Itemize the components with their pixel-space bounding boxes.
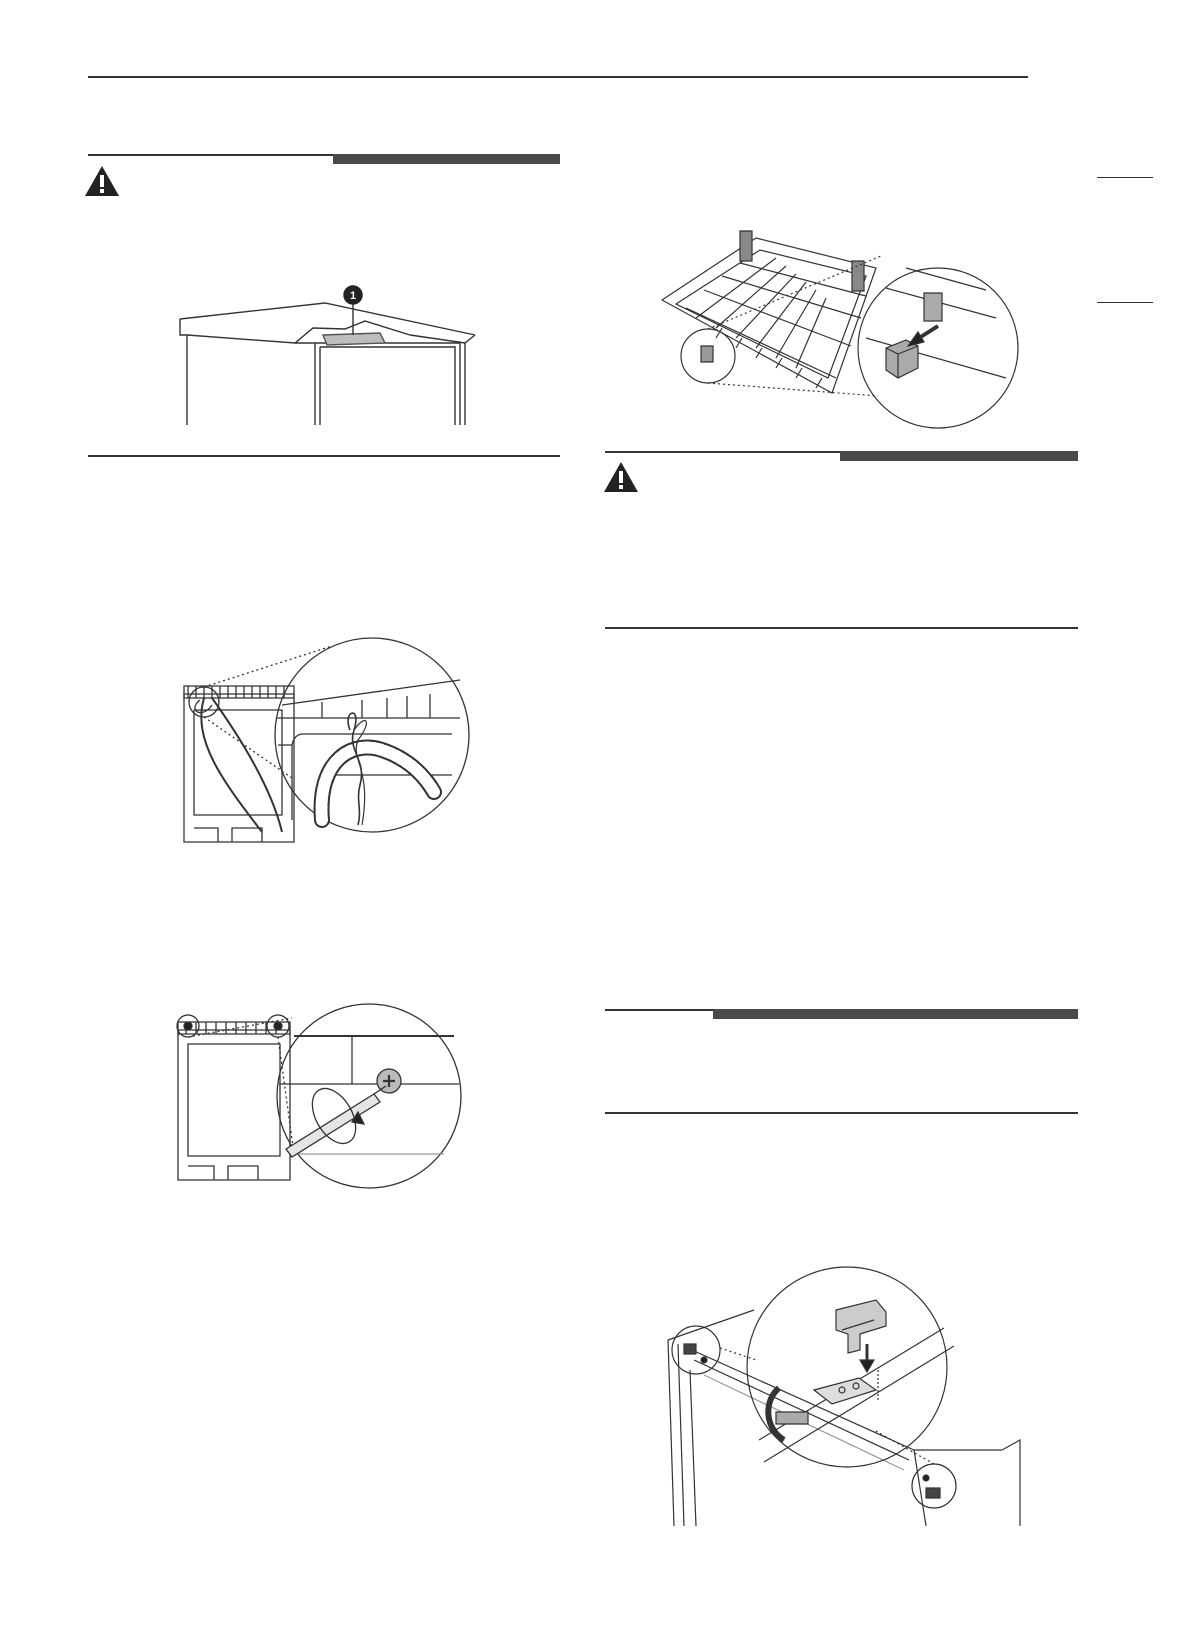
rear-hose-tie-figure xyxy=(182,650,462,850)
note-header-bar xyxy=(713,1009,1078,1019)
warning-header-bar xyxy=(333,154,560,164)
section-rule xyxy=(88,455,560,457)
page-top-rule xyxy=(88,76,1028,78)
warning-triangle-icon xyxy=(84,165,120,197)
section-rule xyxy=(605,1112,1078,1114)
warning-header-bar xyxy=(840,451,1078,461)
callout-1-label: 1 xyxy=(349,290,357,302)
rack-clip-removal-figure xyxy=(656,228,1006,428)
rear-screw-removal-figure xyxy=(174,1004,464,1184)
appliance-top-label-figure xyxy=(175,283,475,425)
margin-tab-mark xyxy=(1097,177,1153,178)
mounting-bracket-figure xyxy=(664,1290,1024,1526)
section-rule xyxy=(605,627,1078,629)
warning-triangle-icon xyxy=(603,461,639,493)
margin-tab-mark xyxy=(1097,302,1153,303)
